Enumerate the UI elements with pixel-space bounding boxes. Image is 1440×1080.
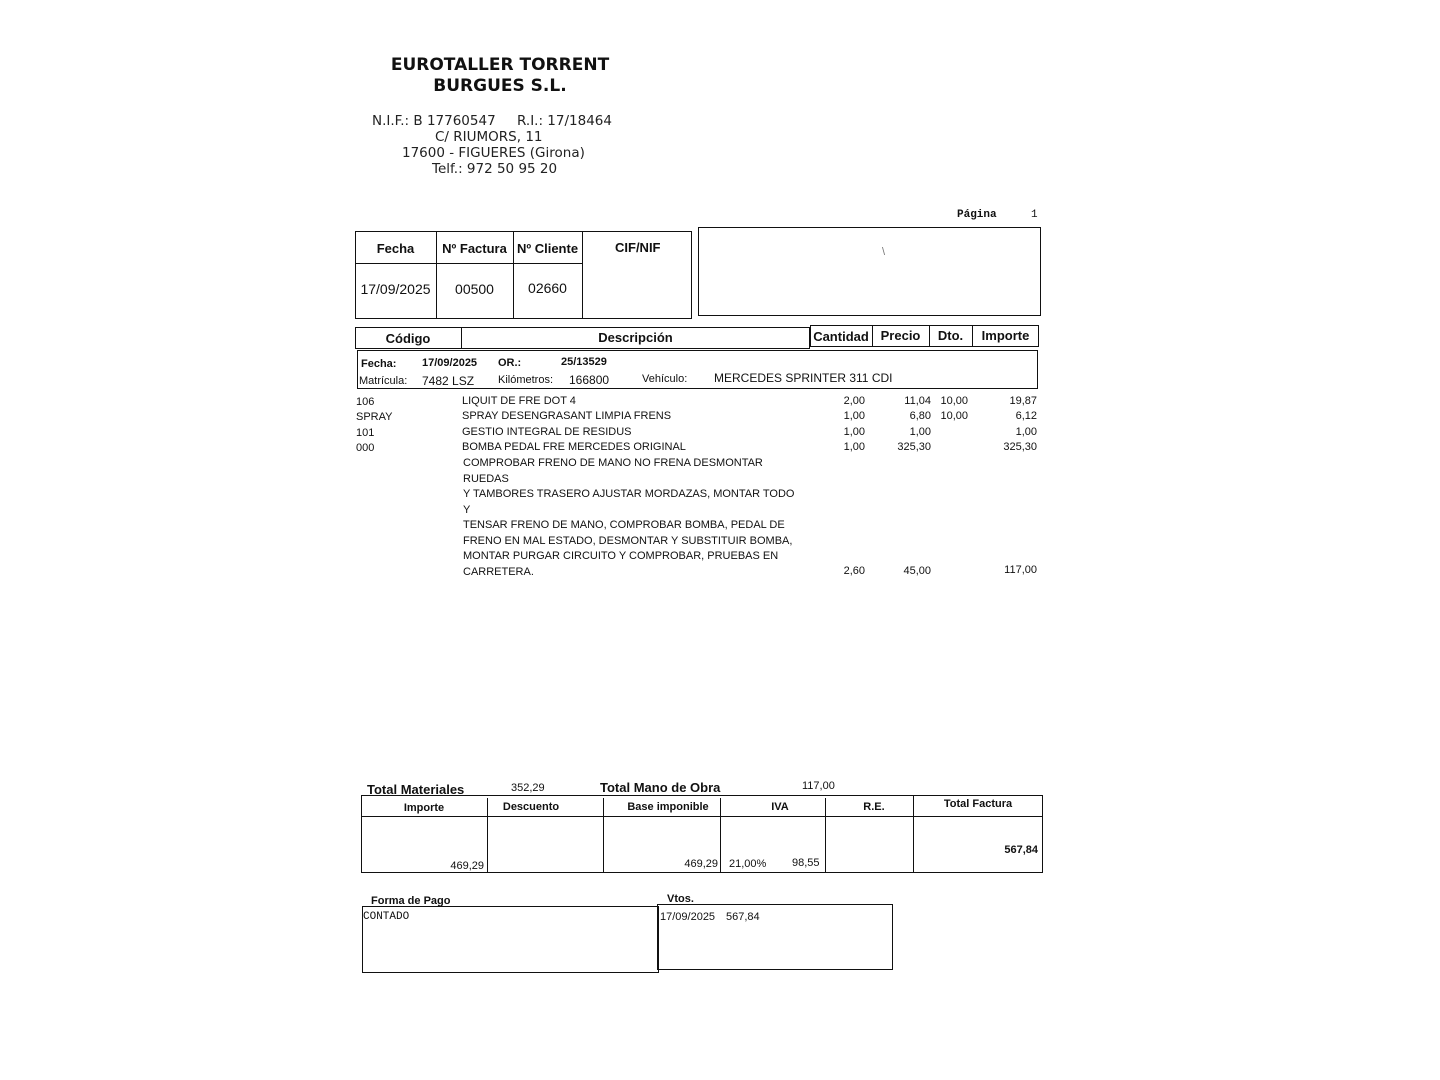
labour-line: COMPROBAR FRENO DE MANO NO FRENA DESMONTAR (463, 457, 763, 469)
company-name-line2: BURGUES S.L. (433, 76, 567, 96)
order-or: 25/13529 (561, 356, 607, 368)
vtos-label: Vtos. (667, 893, 694, 905)
factura-label: Nº Factura (442, 241, 507, 256)
line-item-cantidad: 1,00 (843, 410, 865, 422)
line-item-importe: 6,12 (1015, 410, 1037, 422)
importe-value: 469,29 (450, 860, 484, 872)
line-item-descripcion: BOMBA PEDAL FRE MERCEDES ORIGINAL (462, 441, 686, 453)
base-value: 469,29 (684, 858, 718, 870)
descuento-label: Descuento (502, 801, 560, 813)
col-importe: Importe (981, 328, 1030, 343)
vto-fecha: 17/09/2025 (660, 911, 716, 923)
line-item-precio: 1,00 (909, 426, 931, 438)
line-item-precio: 325,30 (897, 441, 931, 453)
cif-label: CIF/NIF (615, 240, 661, 255)
total-mano-obra-label: Total Mano de Obra (600, 780, 721, 795)
line-item-codigo: SPRAY (356, 411, 393, 423)
line-item-importe: 325,30 (1003, 441, 1037, 453)
col-cantidad: Cantidad (813, 329, 869, 344)
order-or-label: OR.: (498, 357, 522, 369)
address-mark: \ (882, 246, 886, 258)
iva-pct: 21,00% (729, 858, 767, 870)
vehiculo: MERCEDES SPRINTER 311 CDI (714, 371, 893, 385)
iva-label: IVA (771, 801, 789, 813)
line-item-codigo: 000 (356, 442, 375, 454)
line-item-cantidad: 2,00 (843, 395, 865, 407)
customer-address-box (698, 227, 1041, 316)
re-label: R.E. (863, 801, 885, 813)
invoice-number: 00500 (455, 281, 494, 297)
forma-pago-label: Forma de Pago (371, 895, 451, 907)
order-fecha: 17/09/2025 (422, 357, 478, 369)
total-materiales-label: Total Materiales (367, 782, 465, 797)
page-label: Página (957, 209, 997, 221)
col-codigo: Código (385, 331, 431, 346)
page-number: 1 (1031, 209, 1038, 221)
line-item-dto: 10,00 (940, 395, 968, 407)
company-city: 17600 - FIGUERES (Girona) (402, 145, 585, 161)
km: 166800 (569, 373, 610, 387)
vto-importe: 567,84 (726, 911, 760, 923)
matricula-label: Matrícula: (359, 375, 408, 387)
company-ri: R.I.: 17/18464 (517, 113, 612, 129)
line-item-precio: 6,80 (909, 410, 931, 422)
company-nif: N.I.F.: B 17760547 (372, 113, 496, 129)
col-precio: Precio (880, 328, 921, 343)
iva-value: 98,55 (792, 857, 820, 869)
matricula: 7482 LSZ (422, 374, 475, 388)
labour-importe: 117,00 (1004, 564, 1037, 576)
labour-line: TENSAR FRENO DE MANO, COMPROBAR BOMBA, PEDAL DE (463, 519, 785, 531)
labour-line: Y (463, 503, 471, 516)
line-item-descripcion: SPRAY DESENGRASANT LIMPIA FRENS (462, 410, 672, 422)
line-item-codigo: 101 (356, 427, 375, 439)
client-number: 02660 (528, 280, 567, 296)
company-phone: Telf.: 972 50 95 20 (432, 161, 558, 177)
col-descripcion: Descripción (598, 330, 673, 345)
line-item-dto: 10,00 (940, 410, 968, 422)
total-factura-label: Total Factura (943, 798, 1013, 810)
cliente-label: Nº Cliente (516, 241, 579, 256)
labour-line: MONTAR PURGAR CIRCUITO Y COMPROBAR, PRUEBAS EN (463, 550, 779, 562)
fecha-label: Fecha (376, 241, 415, 256)
vehiculo-label: Vehículo: (642, 373, 688, 385)
line-item-importe: 1,00 (1015, 426, 1037, 438)
total-mano-obra: 117,00 (802, 780, 835, 792)
company-street: C/ RIUMORS, 11 (435, 129, 543, 145)
col-dto: Dto. (937, 328, 964, 343)
labour-line: FRENO EN MAL ESTADO, DESMONTAR Y SUBSTITUIR BOMBA, (463, 534, 793, 547)
labour-cantidad: 2,60 (843, 565, 865, 577)
base-label: Base imponible (627, 801, 709, 813)
importe-label: Importe (403, 802, 445, 814)
order-fecha-label: Fecha: (361, 358, 397, 370)
line-item-descripcion: GESTIO INTEGRAL DE RESIDUS (462, 426, 632, 438)
labour-precio: 45,00 (903, 565, 931, 577)
line-item-precio: 11,04 (904, 395, 931, 407)
line-item-descripcion: LIQUIT DE FRE DOT 4 (462, 395, 576, 407)
forma-pago: CONTADO (363, 911, 410, 923)
km-label: Kilómetros: (498, 374, 554, 386)
invoice-date: 17/09/2025 (360, 281, 431, 297)
total-materiales: 352,29 (511, 782, 545, 794)
line-item-codigo: 106 (356, 396, 375, 408)
company-name-line1: EUROTALLER TORRENT (390, 55, 610, 75)
labour-line: RUEDAS (463, 472, 509, 485)
labour-line: Y TAMBORES TRASERO AJUSTAR MORDAZAS, MONTAR TODO (463, 488, 795, 500)
labour-line: CARRETERA. (463, 565, 534, 578)
line-item-cantidad: 1,00 (843, 441, 865, 453)
line-item-cantidad: 1,00 (843, 426, 865, 438)
total-factura: 567,84 (1004, 844, 1038, 856)
line-item-importe: 19,87 (1009, 395, 1037, 407)
